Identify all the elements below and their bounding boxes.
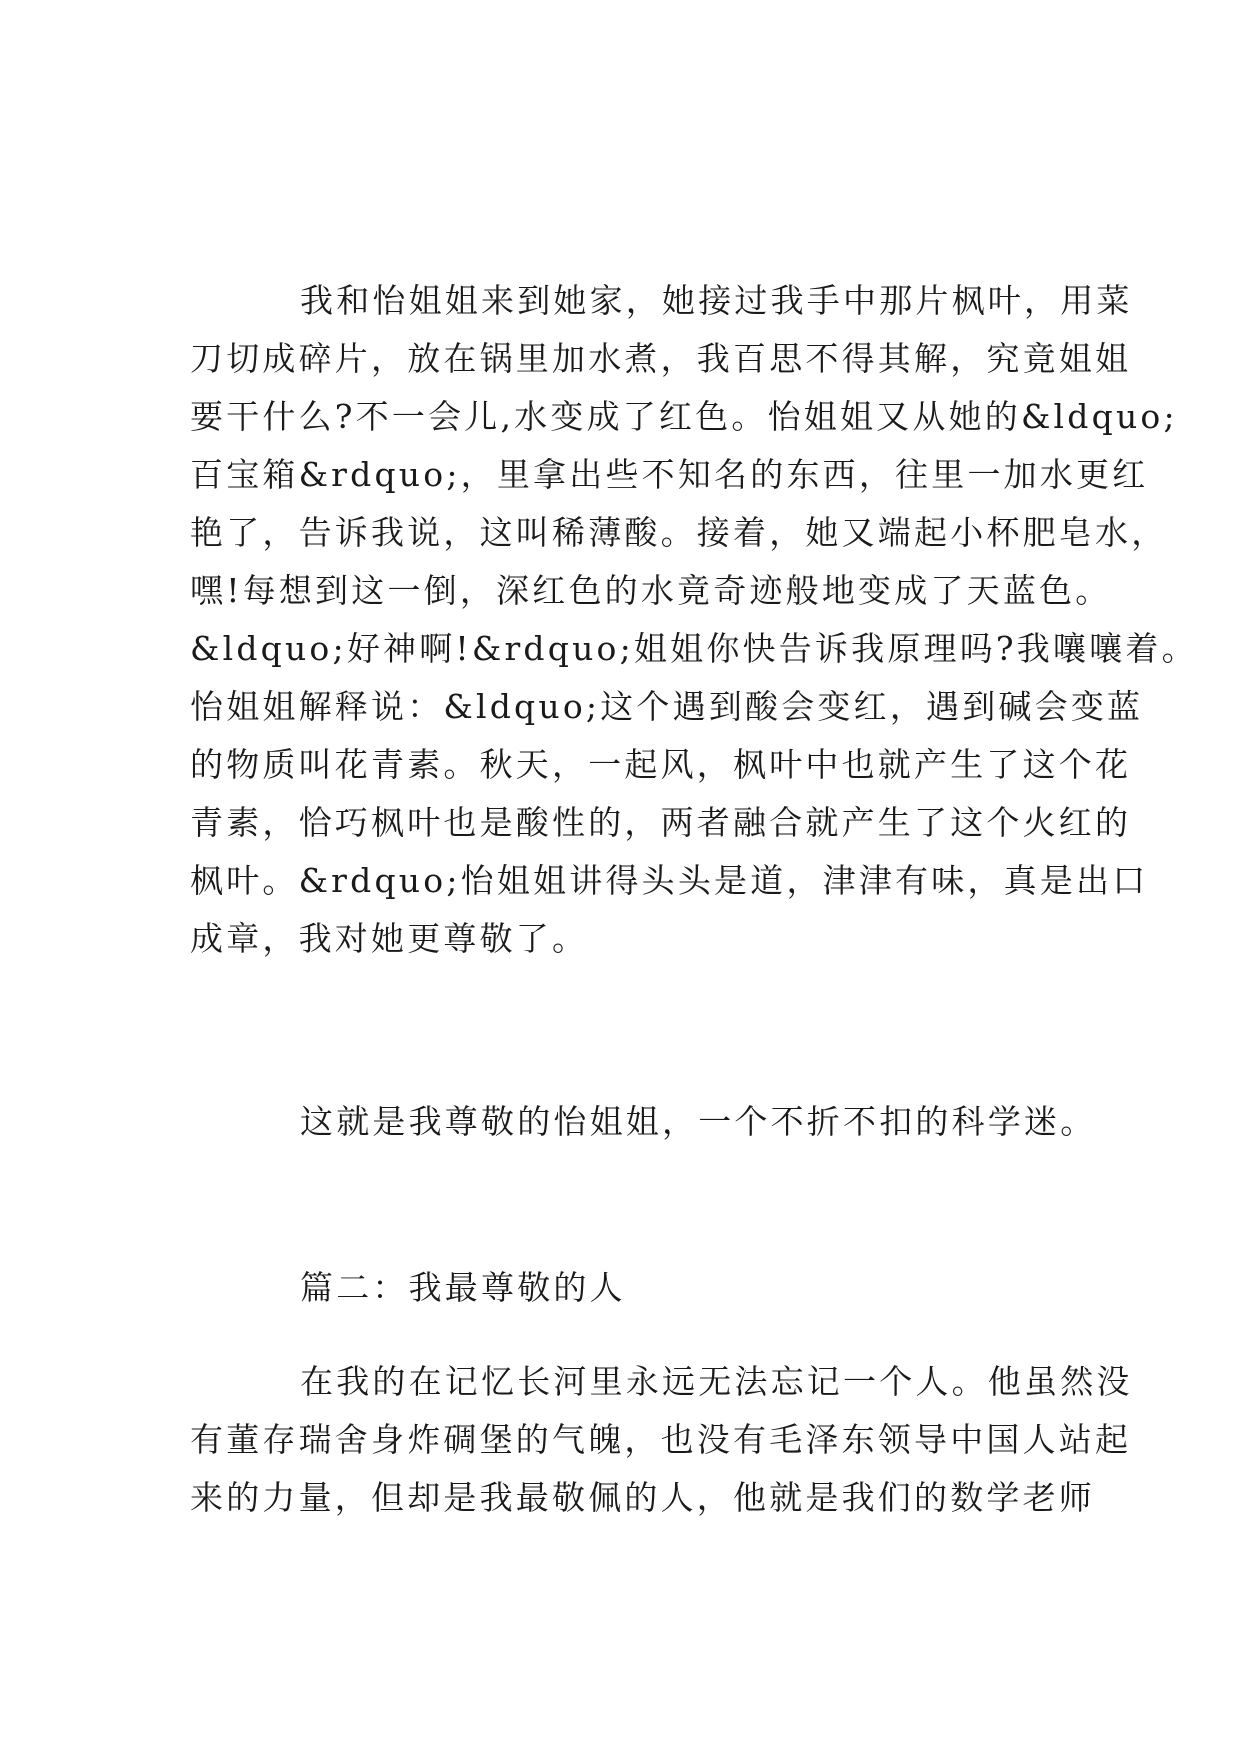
paragraph-maple-leaf-experiment <box>190 272 1198 968</box>
paragraph-conclusion <box>190 1093 1097 1151</box>
text-line: 要干什么?不一会儿,水变成了红色。怡姐姐又从她的&ldquo; <box>190 397 1178 436</box>
text-line: 成章，我对她更尊敬了。 <box>190 919 589 958</box>
text-line: 青素，恰巧枫叶也是酸性的，两者融合就产生了这个火红的 <box>190 803 1132 842</box>
text-line: 刀切成碎片，放在锅里加水煮，我百思不得其解，究竟姐姐 <box>190 339 1132 378</box>
text-line: 的物质叫花青素。秋天，一起风，枫叶中也就产生了这个花 <box>190 745 1132 784</box>
text-line: 这就是我尊敬的怡姐姐，一个不折不扣的科学迷。 <box>300 1102 1097 1141</box>
paragraph-math-teacher <box>190 1353 1133 1527</box>
text-line: 来的力量，但却是我最敬佩的人，他就是我们的数学老师 <box>190 1478 1095 1517</box>
text-line: 我和怡姐姐来到她家，她接过我手中那片枫叶，用菜 <box>300 281 1133 320</box>
text-line: 在我的在记忆长河里永远无法忘记一个人。他虽然没 <box>300 1362 1133 1401</box>
text-line: 艳了，告诉我说，这叫稀薄酸。接着，她又端起小杯肥皂水， <box>190 513 1168 552</box>
text-line: 嘿!每想到这一倒，深红色的水竟奇迹般地变成了天蓝色。 <box>190 571 1112 610</box>
text-line: 有董存瑞舍身炸碉堡的气魄，也没有毛泽东领导中国人站起 <box>190 1420 1132 1459</box>
text-line: 枫叶。&rdquo;怡姐姐讲得头头是道，津津有味，真是出口 <box>190 861 1149 900</box>
text-line: 怡姐姐解释说：&ldquo;这个遇到酸会变红，遇到碱会变蓝 <box>190 687 1144 726</box>
heading-text: 篇二：我最尊敬的人 <box>300 1268 626 1307</box>
section-heading <box>190 1259 1070 1317</box>
text-line: 百宝箱&rdquo;，里拿出些不知名的东西，往里一加水更红 <box>190 455 1149 494</box>
text-line: &ldquo;好神啊!&rdquo;姐姐你快告诉我原理吗?我嚷嚷着。 <box>190 629 1198 668</box>
